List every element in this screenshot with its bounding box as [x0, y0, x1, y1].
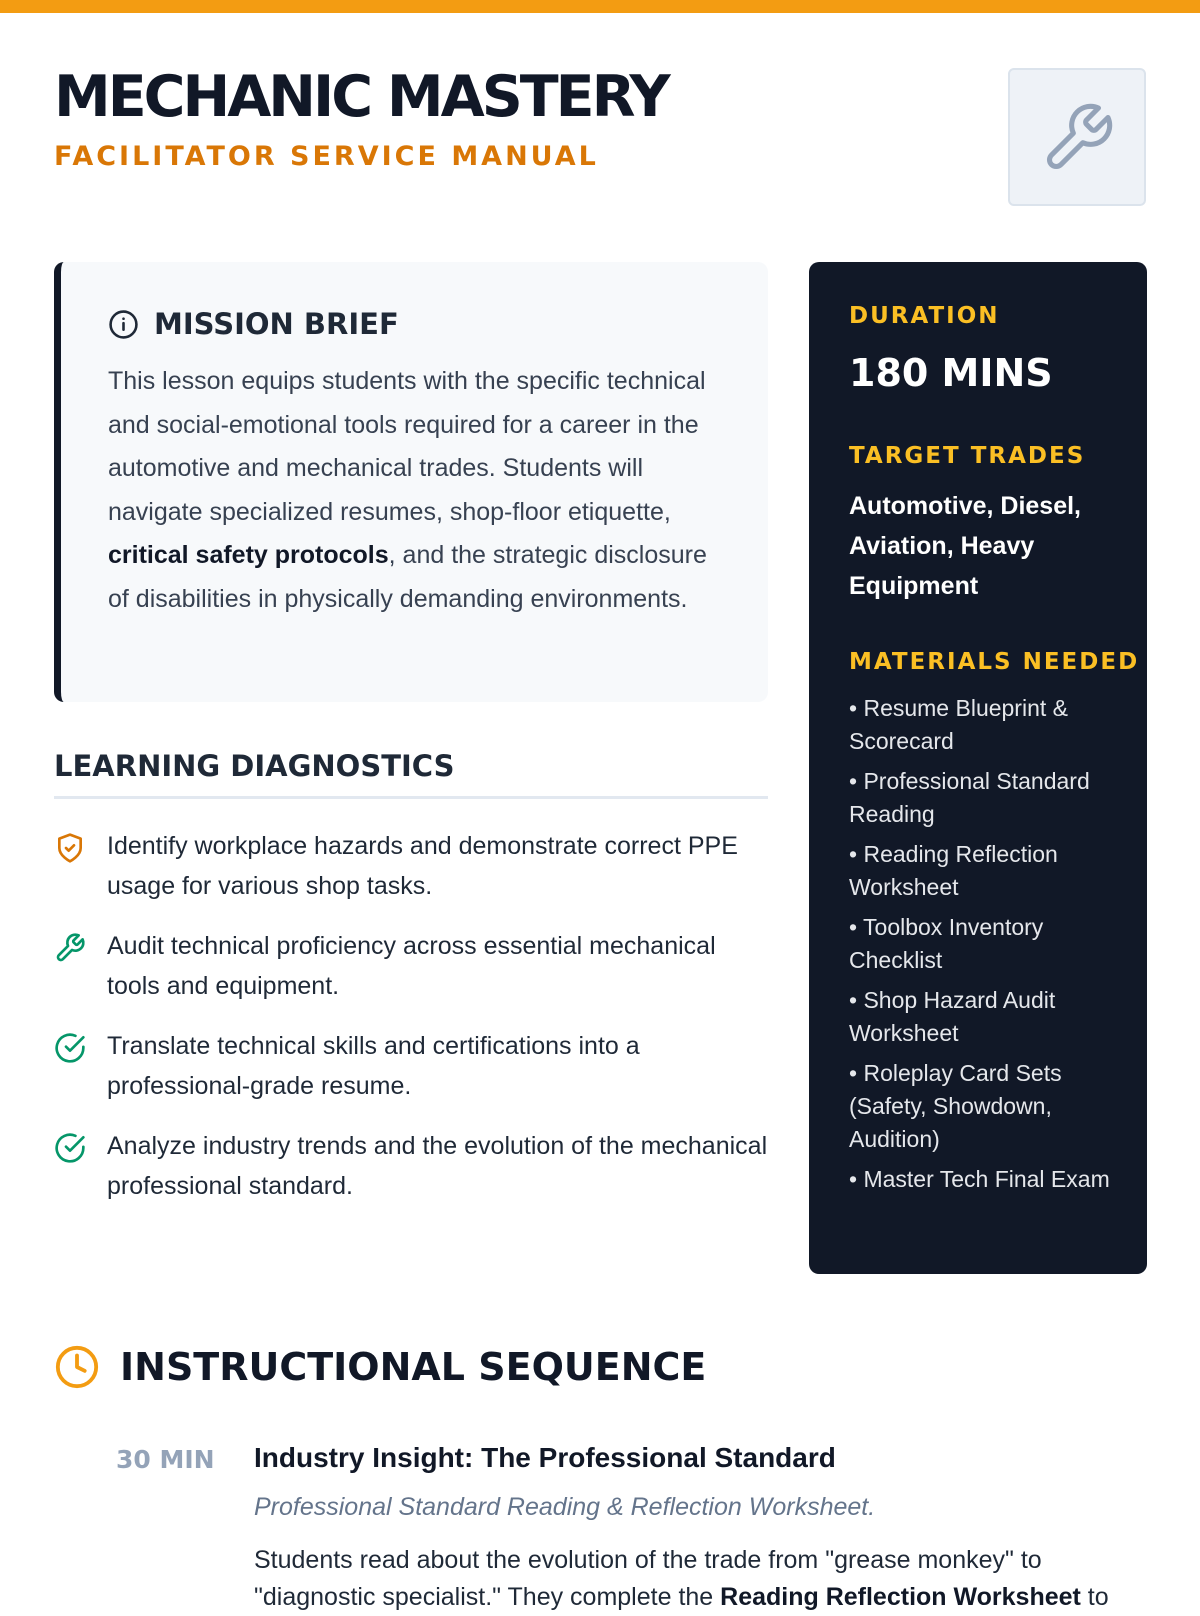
diagnostic-text: Translate technical skills and certifications into a professional-grade resume.	[107, 1032, 640, 1100]
lesson-info-sidebar	[809, 262, 1147, 1274]
step-text-emphasis: Reading Reflection Worksheet	[720, 1583, 1081, 1611]
check-circle-icon	[54, 1132, 86, 1164]
shield-check-icon	[54, 832, 86, 864]
wrench-icon	[54, 932, 86, 964]
materials-list-item: • Reading Reflection Worksheet	[849, 838, 1119, 904]
step-duration: 30 MIN	[116, 1445, 215, 1474]
wrench-icon	[1040, 100, 1116, 176]
duration-label: DURATION	[849, 303, 1000, 329]
materials-list-item: • Master Tech Final Exam	[849, 1163, 1119, 1196]
diagnostic-text: Audit technical proficiency across essential mechanical tools and equipment.	[107, 932, 716, 1000]
mission-brief-card	[54, 262, 768, 702]
target-trades-value: Automotive, Diesel, Aviation, Heavy Equipment	[849, 492, 1081, 600]
section-divider	[54, 796, 768, 799]
top-accent-bar	[0, 0, 1200, 13]
logo-badge	[1008, 68, 1146, 206]
instructional-sequence-heading: INSTRUCTIONAL SEQUENCE	[120, 1345, 707, 1389]
step-text-part: to	[1080, 1583, 1109, 1611]
learning-diagnostics-heading: LEARNING DIAGNOSTICS	[54, 749, 455, 783]
mission-text-part: , and the strategic disclosure of disabilities in physically demanding environments.	[108, 541, 707, 613]
page-title: MECHANIC MASTERY	[54, 64, 668, 130]
materials-list-item: • Roleplay Card Sets (Safety, Showdown, Audition)	[849, 1057, 1119, 1156]
page-subtitle: FACILITATOR SERVICE MANUAL	[54, 141, 599, 172]
materials-list-item: • Resume Blueprint & Scorecard	[849, 692, 1119, 758]
materials-list	[849, 692, 1119, 1203]
step-description	[254, 1542, 1134, 1616]
step-title: Industry Insight: The Professional Standard	[254, 1442, 836, 1473]
mission-brief-title: MISSION BRIEF	[154, 307, 399, 341]
mission-text-emphasis: critical safety protocols	[108, 541, 389, 569]
clock-icon	[54, 1344, 100, 1390]
target-trades-label: TARGET TRADES	[849, 443, 1086, 469]
diagnostic-text: Analyze industry trends and the evolution of the mechanical professional standard.	[107, 1132, 768, 1200]
duration-value: 180 MINS	[849, 351, 1053, 395]
diagnostic-text: Identify workplace hazards and demonstrate correct PPE usage for various shop tasks.	[107, 832, 738, 900]
step-materials-note: Professional Standard Reading & Reflection Worksheet.	[254, 1493, 876, 1521]
info-icon	[108, 309, 139, 340]
materials-list-item: • Professional Standard Reading	[849, 765, 1119, 831]
materials-list-item: • Toolbox Inventory Checklist	[849, 911, 1119, 977]
mission-brief-text	[108, 360, 728, 621]
mission-text-part: This lesson equips students with the specific technical and social-emotional tools required for a career in the automotive and mechanical trades. Students will navigate specialized resumes, shop-floor etiquette,	[108, 367, 706, 526]
materials-label: MATERIALS NEEDED	[849, 649, 1140, 675]
materials-list-item: • Shop Hazard Audit Worksheet	[849, 984, 1119, 1050]
check-circle-icon	[54, 1032, 86, 1064]
step-text-part: Students read about the evolution of the trade from "grease monkey" to "diagnostic specialist." They complete the	[254, 1546, 1042, 1611]
